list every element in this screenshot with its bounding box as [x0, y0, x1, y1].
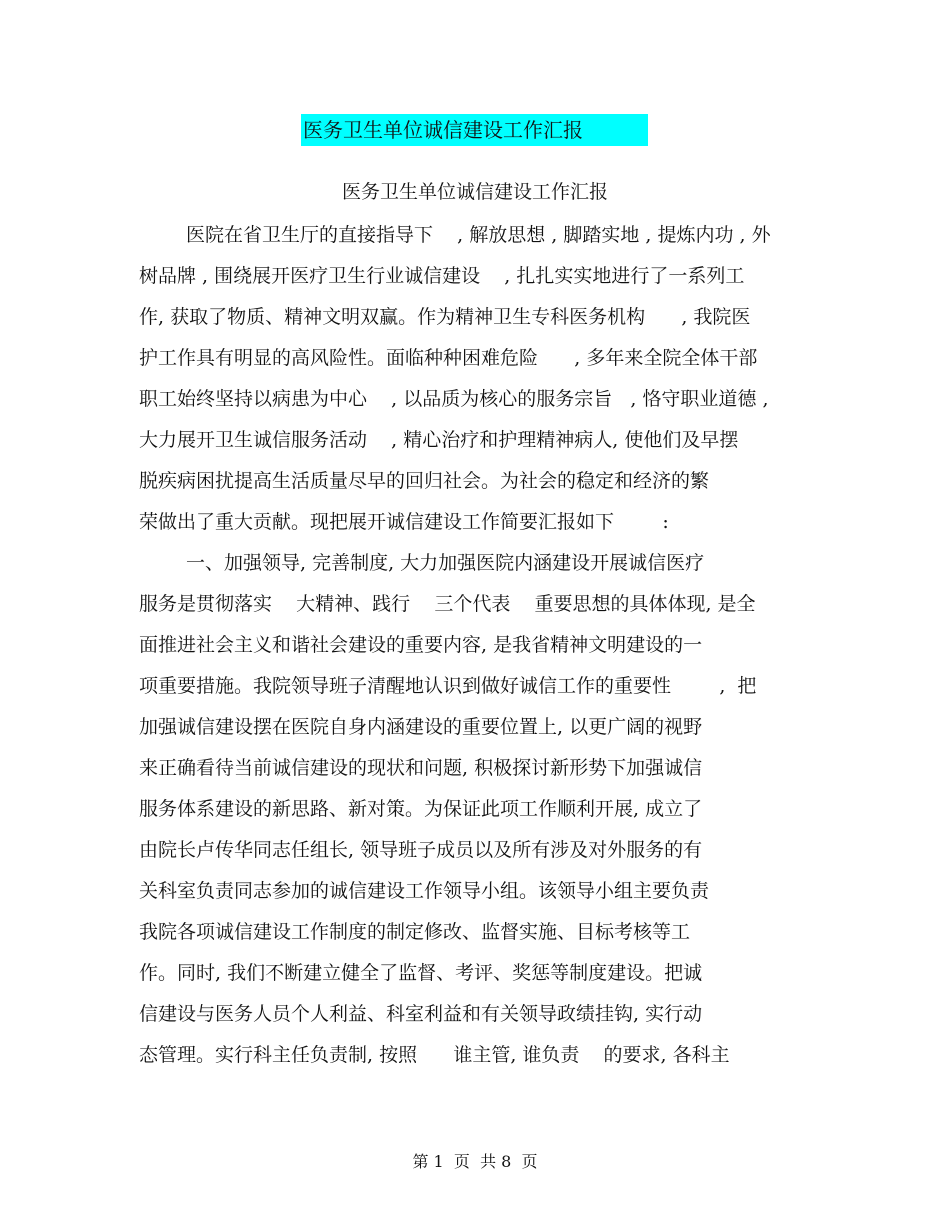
body-line: 树品牌 , 围绕展开医疗卫生行业诚信建设 , 扎扎实实地进行了一系列工 — [139, 265, 745, 287]
body-line: 加强诚信建设摆在医院自身内涵建设的重要位置上, 以更广阔的视野 — [139, 716, 703, 738]
body-line: 服务体系建设的新思路、新对策。为保证此项工作顺利开展, 成立了 — [139, 798, 703, 820]
body-line: 服务是贯彻落实 大精神、践行 三个代表 重要思想的具体体现, 是全 — [139, 593, 756, 615]
body-line: 面推进社会主义和谐社会建设的重要内容, 是我省精神文明建设的一 — [139, 634, 703, 656]
body-line: 脱疾病困扰提高生活质量尽早的回归社会。为社会的稳定和经济的繁 — [139, 470, 710, 492]
body-line: 项重要措施。我院领导班子清醒地认识到做好诚信工作的重要性 , 把 — [139, 675, 757, 697]
body-line: 关科室负责同志参加的诚信建设工作领导小组。该领导小组主要负责 — [139, 880, 710, 902]
body-line: 来正确看待当前诚信建设的现状和问题, 积极探讨新形势下加强诚信 — [139, 757, 703, 779]
body-line: 一、加强领导, 完善制度, 大力加强医院内涵建设开展诚信医疗 — [186, 552, 705, 574]
body-line: 我院各项诚信建设工作制度的制定修改、监督实施、目标考核等工 — [139, 921, 691, 943]
body-line: 大力展开卫生诚信服务活动 , 精心治疗和护理精神病人, 使他们及早摆 — [139, 429, 739, 451]
document-subtitle: 医务卫生单位诚信建设工作汇报 — [341, 181, 608, 203]
body-line: 信建设与医务人员个人利益、科室利益和有关领导政绩挂钩, 实行动 — [139, 1003, 703, 1025]
body-line: 作。同时, 我们不断建立健全了监督、考评、奖惩等制度建设。把诚 — [139, 962, 703, 984]
body-line: 医院在省卫生厅的直接指导下 , 解放思想 , 脚踏实地 , 提炼内功 , 外 — [186, 224, 771, 246]
body-line: 由院长卢传华同志任组长, 领导班子成员以及所有涉及对外服务的有 — [139, 839, 703, 861]
body-line: 态管理。实行科主任负责制, 按照 谁主管, 谁负责 的要求, 各科主 — [139, 1044, 730, 1066]
page-footer: 第 1 页 共 8 页 — [412, 1152, 538, 1171]
body-line: 作, 获取了物质、精神文明双赢。作为精神卫生专科医务机构 , 我院医 — [139, 306, 751, 328]
body-line: 护工作具有明显的高风险性。面临种种困难危险 , 多年来全院全体干部 — [139, 347, 758, 369]
document-title-highlighted: 医务卫生单位诚信建设工作汇报 — [301, 114, 648, 146]
body-line: 职工始终坚持以病患为中心 , 以品质为核心的服务宗旨 , 恪守职业道德 , — [139, 388, 769, 410]
body-line: 荣做出了重大贡献。现把展开诚信建设工作简要汇报如下 : — [139, 511, 669, 533]
